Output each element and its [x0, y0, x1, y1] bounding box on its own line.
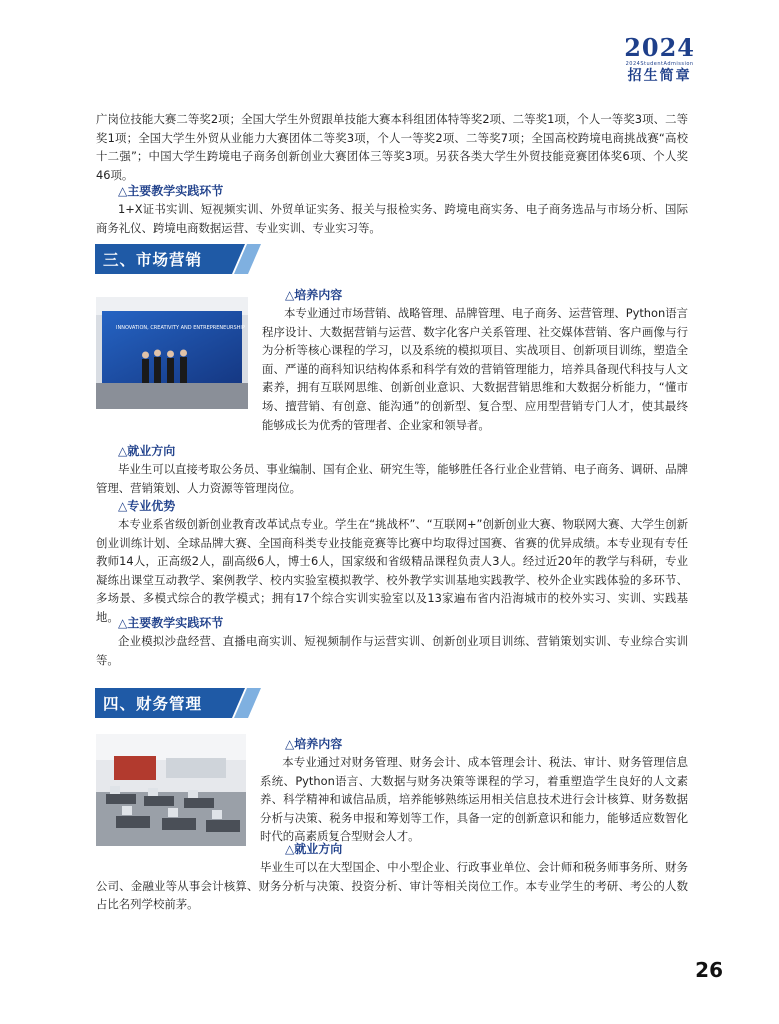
marketing-training-body: 本专业通过市场营销、战略管理、品牌管理、电子商务、运营管理、Python语言程序设计、大数据营销与运营、数字化客户关系管理、社交媒体营销、客户画像与行为分析等核心课程的学习，以及系统的模拟项目、实战项目、创新项目训练，塑造全面、严谨的商科知识结构体系和科学有效的营销管理能力，培养具备现代科技与人文素养，拥有互联网思维、创新创业意识、大数据营销思维和大数据分析能力，“懂市场、擅营销、有创意、能沟通”的创新型、复合型、应用型营销专门人才，使其最终能够成长为优秀的管理者、企业家和领导者。 — [262, 306, 688, 432]
page-number: 26 — [695, 958, 723, 982]
brand-subtitle: 2024StudentAdmission — [625, 61, 694, 67]
photo-float-spacer — [96, 753, 260, 848]
brand-year: 2024 — [624, 33, 695, 62]
indent-spacer — [96, 858, 260, 860]
marketing-practice-heading: △主要教学实践环节 — [118, 616, 224, 630]
section-title-finance: 四、财务管理 — [103, 695, 203, 713]
marketing-advantage-text: 本专业系省级创新创业教育改革试点专业。学生在“挑战杯”、“互联网+”创新创业大赛、物联网大赛、大学生创新创业训练计划、全球品牌大赛、全国商科类专业技能竞赛等比赛中均取得过国赛、省赛的优异成绩。本专业现有专任教师14人，正高级2人，副高级6人，博士6人，国家级和省级精品课程负责人3人。经过近20年的教学与科研，专业凝练出课堂互动教学、案例教学、校内实验室模拟教学、校外教学实训基地实践教学、校外企业实践体验的多环节、多场景、多模式综合的教学模式；拥有17个综合实训实验室以及13家遍布省内沿海城市的校外实习、实训、实践基地。 — [96, 517, 688, 624]
finance-career-text — [96, 858, 688, 914]
marketing-career-heading: △就业方向 — [118, 444, 176, 458]
intro-practice-text: 1+X证书实训、短视频实训、外贸单证实务、报关与报检实务、跨境电商实务、电子商务选品与市场分析、国际商务礼仪、跨境电商数据运营、专业实训、专业实习等。 — [96, 202, 688, 235]
photo-float-spacer — [96, 304, 262, 436]
finance-training-text — [96, 753, 688, 848]
marketing-training-heading: △培养内容 — [285, 288, 343, 302]
section-banner-marketing — [95, 244, 267, 274]
section-title-marketing: 三、市场营销 — [103, 251, 203, 269]
section-banner-finance — [95, 688, 267, 718]
marketing-training-text — [96, 304, 688, 436]
intro-practice-heading: △主要教学实践环节 — [118, 184, 224, 198]
finance-training-body: 本专业通过对财务管理、财务会计、成本管理会计、税法、审计、财务管理信息系统、Python语言、大数据与财务决策等课程的学习，着重塑造学生良好的人文素养、科学精神和诚信品质，培养能够熟练运用相关信息技术进行会计核算、财务数据分析与决策、税务申报和筹划等工作，具备一定的创新意识和能力，能够适应数智化时代的高素质复合型财会人才。 — [260, 755, 688, 844]
marketing-career-text: 毕业生可以直接考取公务员、事业编制、国有企业、研究生等，能够胜任各行业企业营销、电子商务、调研、品牌管理、营销策划、人力资源等管理岗位。 — [96, 462, 688, 495]
finance-training-heading: △培养内容 — [285, 737, 343, 751]
brand-title: 招生简章 — [627, 68, 692, 84]
photo-screen-text: INNOVATION, CREATIVITY AND ENTREPRENEURSHIP — [116, 325, 245, 331]
awards-paragraph: 广岗位技能大赛二等奖2项；全国大学生外贸跟单技能大赛本科组团体特等奖2项、二等奖1项，个人一等奖3项、二等奖1项；全国大学生外贸从业能力大赛团体二等奖3项，个人一等奖2项、二等奖7项；全国高校跨境电商挑战赛“高校十二强”；中国大学生跨境电子商务创新创业大赛团体三等奖3项。另获各类大学生外贸技能竞赛团体奖6项、个人奖46项。 — [96, 112, 688, 182]
marketing-practice-text: 企业模拟沙盘经营、直播电商实训、短视频制作与运营实训、创新创业项目训练、营销策划实训、专业综合实训等。 — [96, 634, 688, 667]
brand-header — [624, 33, 695, 84]
finance-career-heading: △就业方向 — [285, 842, 343, 856]
finance-career-body: 毕业生可以在大型国企、中小型企业、行政事业单位、会计师和税务师事务所、财务公司、金融业等从事会计核算、财务分析与决策、投资分析、审计等相关岗位工作。本专业学生的考研、考公的人数占比名列学校前茅。 — [96, 860, 688, 912]
marketing-advantage-heading: △专业优势 — [118, 499, 176, 513]
